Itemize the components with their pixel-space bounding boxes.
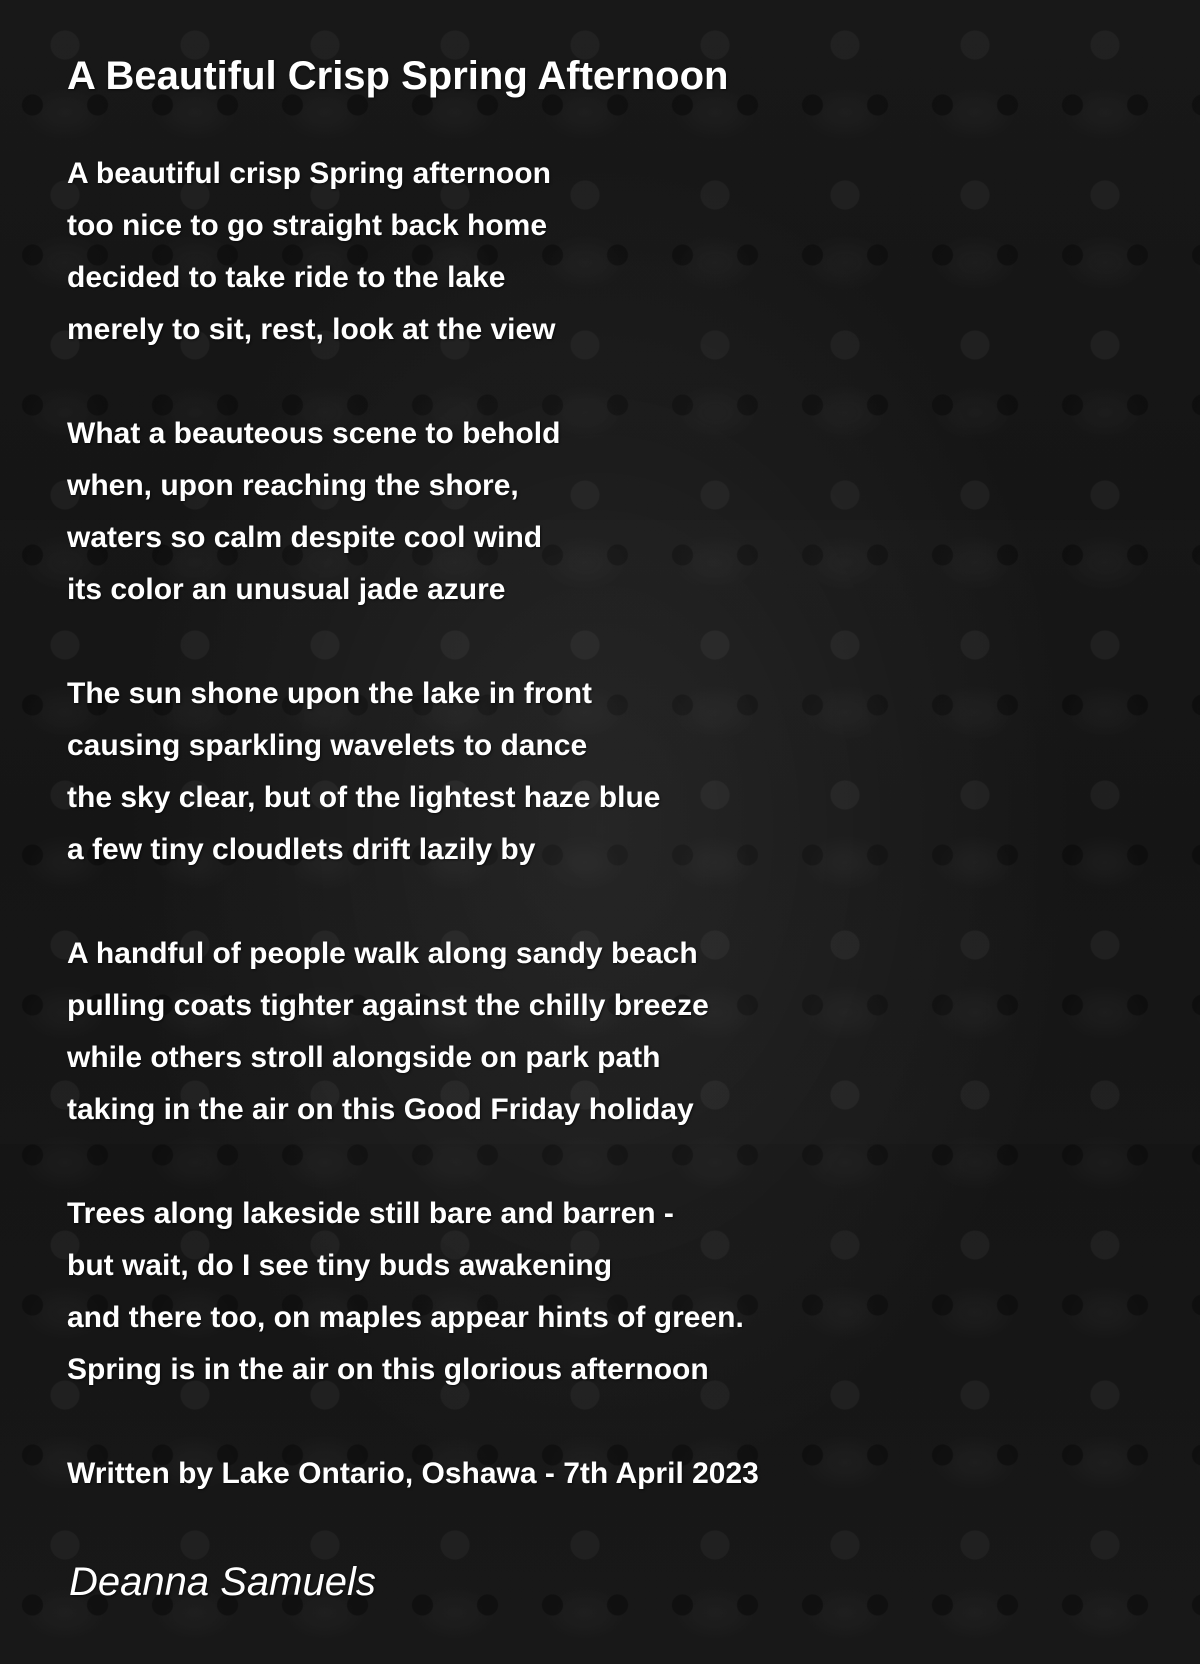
poem-line: the sky clear, but of the lightest haze blue xyxy=(67,781,661,814)
poem-line: decided to take ride to the lake xyxy=(67,261,506,294)
author-name: Deanna Samuels xyxy=(69,1560,376,1604)
poem-title: A Beautiful Crisp Spring Afternoon xyxy=(67,54,729,98)
poem-line: A beautiful crisp Spring afternoon xyxy=(67,157,551,190)
poem-line: and there too, on maples appear hints of green. xyxy=(67,1301,744,1334)
stanza-1 xyxy=(67,148,1067,356)
stanza-2 xyxy=(67,408,1067,616)
poem-line: while others stroll alongside on park path xyxy=(67,1041,661,1074)
stanza-4 xyxy=(67,928,1067,1136)
poem-line: pulling coats tighter against the chilly breeze xyxy=(67,989,709,1022)
poem-line: when, upon reaching the shore, xyxy=(67,469,519,502)
poem-note xyxy=(67,1448,1067,1500)
poem-line: causing sparkling wavelets to dance xyxy=(67,729,588,762)
poem-line: taking in the air on this Good Friday holiday xyxy=(67,1093,694,1126)
written-note: Written by Lake Ontario, Oshawa - 7th April 2023 xyxy=(67,1457,759,1490)
poem-line: too nice to go straight back home xyxy=(67,209,548,242)
poem-line: A handful of people walk along sandy beach xyxy=(67,937,698,970)
poem-line: its color an unusual jade azure xyxy=(67,573,506,606)
poem-line: The sun shone upon the lake in front xyxy=(67,677,593,710)
poem-line: waters so calm despite cool wind xyxy=(67,521,543,554)
poem-line: What a beauteous scene to behold xyxy=(67,417,561,450)
poem-body xyxy=(67,148,1067,1500)
poem-line: merely to sit, rest, look at the view xyxy=(67,313,556,346)
stanza-5 xyxy=(67,1188,1067,1396)
poem-line: but wait, do I see tiny buds awakening xyxy=(67,1249,613,1282)
poem-line: Trees along lakeside still bare and barren - xyxy=(67,1197,674,1230)
stanza-3 xyxy=(67,668,1067,876)
poem-line: Spring is in the air on this glorious afternoon xyxy=(67,1353,709,1386)
poem-line: a few tiny cloudlets drift lazily by xyxy=(67,833,536,866)
